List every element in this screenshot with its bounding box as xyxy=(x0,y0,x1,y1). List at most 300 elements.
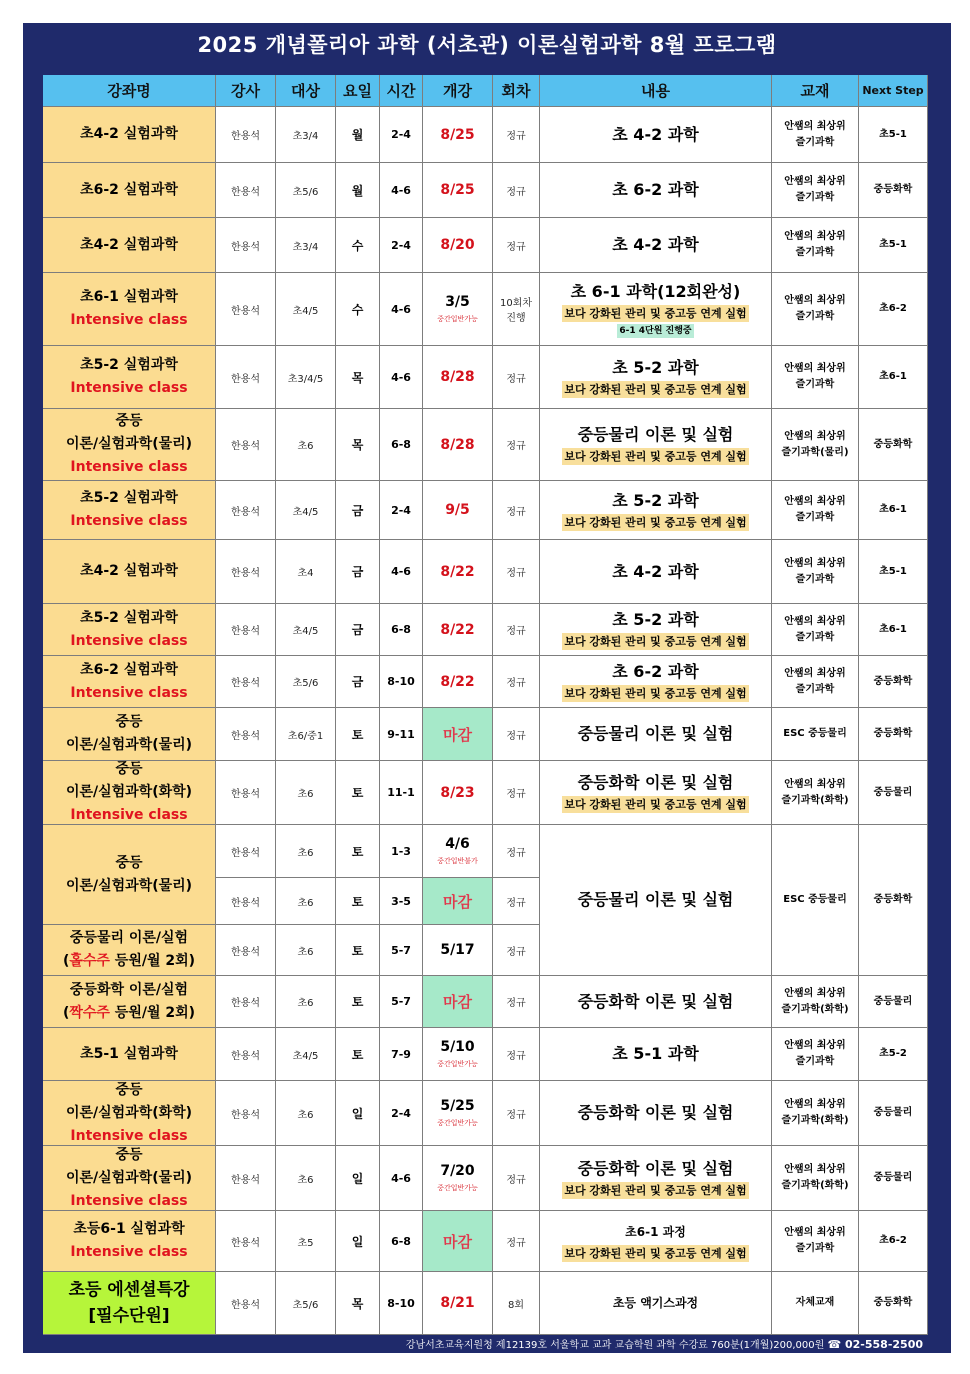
content: 중등화학 이론 및 실험 xyxy=(577,991,734,1011)
content-cell xyxy=(540,761,772,825)
target: 초6 xyxy=(297,1109,314,1121)
start-date: 8/25 xyxy=(440,182,475,198)
course-name-line1: 중등물리 이론/실험 xyxy=(69,930,189,946)
time: 5-7 xyxy=(391,995,411,1008)
textbook-line1: 안쌤의 최상위 xyxy=(784,1227,846,1238)
time-cell xyxy=(380,218,423,273)
course-name-line2: 이론/실험과학(물리) xyxy=(65,436,193,452)
teacher: 한용석 xyxy=(231,241,260,253)
teacher: 한용석 xyxy=(231,1174,260,1186)
content: 초 5-2 과학 xyxy=(612,357,699,377)
textbook-line2: 즐기과학(화학) xyxy=(781,1180,849,1191)
session: 정규 xyxy=(506,1109,526,1121)
start-date: 4/6 xyxy=(445,836,470,852)
time-cell xyxy=(380,708,423,761)
target-cell xyxy=(276,273,336,346)
next-step: 초5-1 xyxy=(879,128,907,140)
textbook-cell xyxy=(772,218,859,273)
start-date-cell xyxy=(423,346,493,409)
day: 일 xyxy=(351,1171,364,1186)
time-cell xyxy=(380,925,423,976)
next-step-cell xyxy=(859,409,928,481)
content: 초 5-2 과학 xyxy=(612,610,699,629)
session: 정규 xyxy=(506,1237,526,1249)
day: 토 xyxy=(351,943,364,958)
day: 수 xyxy=(351,302,364,317)
start-date: 8/25 xyxy=(440,126,475,143)
target: 초6 xyxy=(297,897,314,909)
intensive-label: Intensive class xyxy=(70,1127,188,1144)
teacher: 한용석 xyxy=(231,1050,260,1062)
textbook-line1: 안쌤의 최상위 xyxy=(784,496,846,507)
phone-number: ☎ 02-558-2500 xyxy=(827,1338,923,1351)
next-step-cell xyxy=(859,761,928,825)
teacher: 한용석 xyxy=(231,186,260,198)
teacher: 한용석 xyxy=(231,789,260,800)
time: 6-8 xyxy=(391,1234,411,1248)
target-cell xyxy=(276,604,336,656)
day: 금 xyxy=(351,503,364,518)
start-date-cell xyxy=(423,976,493,1028)
course-name-cell xyxy=(43,107,216,163)
target: 초4/5 xyxy=(292,305,319,317)
next-step-cell xyxy=(859,1272,928,1335)
intensive-label: Intensive class xyxy=(70,513,188,529)
teacher-cell xyxy=(216,656,276,708)
target-cell xyxy=(276,1272,336,1335)
target: 초6 xyxy=(297,847,314,859)
time: 5-7 xyxy=(391,943,411,957)
textbook-line1: 안쌤의 최상위 xyxy=(784,1164,846,1175)
week-type: 홀수주 xyxy=(69,953,110,969)
target-cell xyxy=(276,825,336,878)
textbook-line2: 즐기과학 xyxy=(795,136,835,148)
start-date-cell xyxy=(423,761,493,825)
teacher: 한용석 xyxy=(231,373,260,385)
session: 정규 xyxy=(506,897,526,909)
course-name-cell xyxy=(43,656,216,708)
time-cell xyxy=(380,346,423,409)
target: 초5 xyxy=(297,1237,314,1249)
course-name: 초5-2 실험과학 xyxy=(80,357,178,373)
day-cell xyxy=(336,1272,380,1335)
course-name-line2: 이론/실험과학(물리) xyxy=(65,877,193,894)
content-cell xyxy=(540,1081,772,1146)
textbook-line1: 안쌤의 최상위 xyxy=(784,1040,846,1051)
time-cell xyxy=(380,1028,423,1081)
next-step: 중등물리 xyxy=(873,786,913,798)
day: 일 xyxy=(351,1234,364,1249)
time: 3-5 xyxy=(391,894,411,908)
mid-entry-note: 중간입반가능 xyxy=(437,1184,478,1192)
start-date-cell xyxy=(423,1211,493,1272)
target-cell xyxy=(276,1211,336,1272)
content-sub: 보다 강화된 관리 및 중고등 연계 실험 xyxy=(564,515,747,529)
teacher-cell xyxy=(216,1146,276,1211)
textbook-line2: 즐기과학 xyxy=(795,379,835,390)
teacher: 한용석 xyxy=(231,897,260,909)
time-cell xyxy=(380,540,423,604)
textbook-line2: 즐기과학(화학) xyxy=(781,1115,849,1126)
course-name-line2: 이론/실험과학(물리) xyxy=(65,737,193,753)
course-name-cell xyxy=(43,481,216,540)
session-cell xyxy=(493,346,540,409)
textbook-line1: 안쌤의 최상위 xyxy=(784,987,846,999)
header-course-name: 강좌명 xyxy=(43,75,216,107)
start-date: 5/25 xyxy=(440,1098,475,1114)
next-step: 중등물리 xyxy=(873,1172,913,1183)
next-step: 초5-2 xyxy=(879,1048,907,1059)
session-cell xyxy=(493,540,540,604)
session: 정규 xyxy=(506,568,526,579)
start-date: 마감 xyxy=(443,993,472,1011)
textbook-cell xyxy=(772,540,859,604)
textbook-cell xyxy=(772,409,859,481)
day: 토 xyxy=(351,844,364,859)
course-name: 초5-2 실험과학 xyxy=(80,609,178,626)
session: 정규 xyxy=(506,789,526,800)
teacher-cell xyxy=(216,925,276,976)
session-cell xyxy=(493,656,540,708)
teacher: 한용석 xyxy=(231,678,260,689)
day: 토 xyxy=(351,1047,364,1062)
session-cell xyxy=(493,1211,540,1272)
start-date-cell xyxy=(423,925,493,976)
target-cell xyxy=(276,878,336,925)
textbook-line2: 즐기과학 xyxy=(795,192,835,203)
textbook-line1: 안쌤의 최상위 xyxy=(784,778,846,790)
course-name-cell xyxy=(43,218,216,273)
textbook-line1: 자체교재 xyxy=(795,1297,835,1308)
time: 7-9 xyxy=(391,1047,411,1061)
textbook-line2: 즐기과학 xyxy=(795,1056,835,1067)
content: 중등물리 이론 및 실험 xyxy=(577,425,734,444)
day: 토 xyxy=(351,786,364,800)
session-cell xyxy=(493,481,540,540)
time-cell xyxy=(380,107,423,163)
content-cell xyxy=(540,604,772,656)
textbook-line1: 안쌤의 최상위 xyxy=(784,615,846,627)
teacher: 한용석 xyxy=(231,568,260,579)
course-name-line1: 중등 xyxy=(115,854,143,871)
start-date-cell xyxy=(423,218,493,273)
next-step: 중등화학 xyxy=(873,675,913,687)
target: 초5/6 xyxy=(292,1299,319,1311)
next-step: 초5-1 xyxy=(879,565,907,577)
session: 8회 xyxy=(507,1299,525,1311)
start-date: 마감 xyxy=(443,1232,472,1251)
course-name-cell xyxy=(43,708,216,761)
day-cell xyxy=(336,107,380,163)
content-cell xyxy=(540,540,772,604)
textbook-line1: ESC 중등물리 xyxy=(783,728,847,739)
day-cell xyxy=(336,540,380,604)
time: 4-6 xyxy=(391,370,411,384)
time: 2-4 xyxy=(391,503,411,517)
textbook-cell xyxy=(772,1211,859,1272)
attend-note: 등원/월 2회) xyxy=(109,953,196,969)
time-cell xyxy=(380,1081,423,1146)
textbook-cell xyxy=(772,163,859,218)
teacher: 한용석 xyxy=(231,1237,260,1249)
course-name-line2 xyxy=(63,950,195,973)
session: 정규 xyxy=(506,373,526,385)
time-cell xyxy=(380,604,423,656)
content: 중등물리 이론 및 실험 xyxy=(577,890,734,909)
content-sub: 보다 강화된 관리 및 중고등 연계 실험 xyxy=(564,687,747,700)
mid-entry-note: 중간입반가능 xyxy=(437,1119,478,1127)
session-cell xyxy=(493,761,540,825)
footer-text: 강남서초교육지원청 제12139호 서울학교 교과 교습학원 과학 수강료 760분(1개월)200,000원 xyxy=(405,1340,825,1351)
course-name: 초등6-1 실험과학 xyxy=(73,1221,185,1237)
content: 초 5-2 과학 xyxy=(612,490,699,510)
start-date: 8/22 xyxy=(440,621,475,638)
content-cell xyxy=(540,976,772,1028)
course-name-line1: 중등화학 이론/실험 xyxy=(69,981,189,998)
start-date-cell xyxy=(423,107,493,163)
teacher-cell xyxy=(216,1028,276,1081)
session-cell xyxy=(493,976,540,1028)
textbook-line1: 안쌤의 최상위 xyxy=(784,557,846,569)
textbook-line2: 즐기과학(물리) xyxy=(781,446,849,458)
time-cell xyxy=(380,976,423,1028)
target-cell xyxy=(276,409,336,481)
mid-entry-note: 중간입반가능 xyxy=(437,1060,478,1068)
teacher-cell xyxy=(216,163,276,218)
session-cell xyxy=(493,409,540,481)
teacher: 한용석 xyxy=(231,441,260,452)
course-name-cell xyxy=(43,346,216,409)
next-step-cell xyxy=(859,1028,928,1081)
start-date: 9/5 xyxy=(445,502,470,518)
start-date-cell xyxy=(423,708,493,761)
time: 9-11 xyxy=(387,727,415,741)
time: 2-4 xyxy=(391,1106,411,1120)
content: 초 6-1 과학(12회완성) xyxy=(570,281,741,301)
textbook-cell xyxy=(772,1146,859,1211)
course-name-cell xyxy=(43,1272,216,1335)
target: 초4/5 xyxy=(292,506,319,518)
start-date: 8/28 xyxy=(440,436,475,453)
target-cell xyxy=(276,656,336,708)
course-name-line1: 중등 xyxy=(115,1081,143,1098)
session: 정규 xyxy=(506,186,526,198)
target-cell xyxy=(276,540,336,604)
day: 금 xyxy=(351,565,364,579)
intensive-label: Intensive class xyxy=(70,459,188,475)
teacher: 한용석 xyxy=(231,305,260,317)
course-name-line1: 중등 xyxy=(115,413,143,429)
course-name-line2: 이론/실험과학(화학) xyxy=(65,784,193,800)
next-step-cell xyxy=(859,346,928,409)
next-step: 중등화학 xyxy=(873,728,913,739)
target: 초3/4 xyxy=(292,131,319,142)
start-date-cell xyxy=(423,1028,493,1081)
course-name-cell xyxy=(43,761,216,825)
course-name-line1: 중등 xyxy=(115,1146,143,1163)
textbook-cell xyxy=(772,107,859,163)
target-cell xyxy=(276,925,336,976)
next-step-cell xyxy=(859,273,928,346)
course-name-cell xyxy=(43,1211,216,1272)
time: 4-6 xyxy=(391,302,411,316)
content: 초 4-2 과학 xyxy=(612,124,699,144)
day: 일 xyxy=(351,1106,364,1121)
session: 정규 xyxy=(506,626,526,637)
content-sub: 보다 강화된 관리 및 중고등 연계 실험 xyxy=(564,306,747,320)
teacher: 한용석 xyxy=(231,131,260,142)
teacher-cell xyxy=(216,825,276,878)
course-name-cell xyxy=(43,163,216,218)
day-cell xyxy=(336,1028,380,1081)
textbook-line2: 즐기과학(화학) xyxy=(781,1003,849,1015)
course-name-cell xyxy=(43,925,216,976)
textbook-line2: 즐기과학 xyxy=(795,512,835,523)
course-name: 초6-2 실험과학 xyxy=(80,661,178,678)
page-title: 2025 개념폴리아 과학 (서초관) 이론실험과학 8월 프로그램 xyxy=(197,33,777,57)
paren: ( xyxy=(62,1004,70,1021)
time: 8-10 xyxy=(387,675,415,688)
next-step-cell xyxy=(859,107,928,163)
day: 월 xyxy=(351,128,364,142)
start-date: 마감 xyxy=(443,892,472,911)
time: 11-1 xyxy=(387,786,415,799)
session-line1: 10회차 xyxy=(499,298,533,309)
textbook-line2: 즐기과학 xyxy=(795,311,835,322)
week-type: 짝수주 xyxy=(69,1004,110,1021)
next-step-cell xyxy=(859,825,928,976)
session: 정규 xyxy=(506,241,526,253)
teacher-cell xyxy=(216,1211,276,1272)
day: 목 xyxy=(351,1296,364,1311)
session: 정규 xyxy=(506,1050,526,1062)
time-cell xyxy=(380,878,423,925)
next-step-cell xyxy=(859,218,928,273)
intensive-label: Intensive class xyxy=(70,807,188,823)
day-cell xyxy=(336,976,380,1028)
next-step-cell xyxy=(859,163,928,218)
time: 4-6 xyxy=(391,183,411,197)
schedule-table xyxy=(43,75,951,1335)
course-name-cell xyxy=(43,409,216,481)
session: 정규 xyxy=(506,506,526,518)
content-cell xyxy=(540,273,772,346)
header-teacher: 강사 xyxy=(216,75,276,107)
next-step-cell xyxy=(859,656,928,708)
course-name-cell xyxy=(43,825,216,925)
textbook-line1: 안쌤의 최상위 xyxy=(784,231,846,242)
start-date-cell xyxy=(423,878,493,925)
course-name-cell xyxy=(43,273,216,346)
start-date: 8/21 xyxy=(440,1295,475,1311)
textbook-cell xyxy=(772,761,859,825)
day-cell xyxy=(336,1211,380,1272)
header-target: 대상 xyxy=(276,75,336,107)
teacher: 한용석 xyxy=(231,626,260,637)
day-cell xyxy=(336,925,380,976)
textbook-line1: 안쌤의 최상위 xyxy=(784,363,846,374)
textbook-cell xyxy=(772,825,859,976)
time-cell xyxy=(380,163,423,218)
intensive-label: Intensive class xyxy=(70,684,188,701)
time: 4-6 xyxy=(391,565,411,578)
content-cell xyxy=(540,107,772,163)
paren: ( xyxy=(62,953,70,969)
content: 초6-1 과정 xyxy=(625,1224,686,1239)
target: 초6 xyxy=(297,946,314,958)
start-date-cell xyxy=(423,1272,493,1335)
content-cell xyxy=(540,409,772,481)
next-step-cell xyxy=(859,1146,928,1211)
content-sub: 보다 강화된 관리 및 중고등 연계 실험 xyxy=(564,635,747,648)
header-day: 요일 xyxy=(336,75,380,107)
textbook-line2: 즐기과학 xyxy=(795,683,835,695)
session-cell xyxy=(493,878,540,925)
course-name-cell xyxy=(43,1028,216,1081)
target: 초6 xyxy=(297,441,314,452)
day-cell xyxy=(336,825,380,878)
textbook-line2: 즐기과학 xyxy=(795,631,835,643)
target-cell xyxy=(276,976,336,1028)
content-cell xyxy=(540,825,772,976)
teacher-cell xyxy=(216,604,276,656)
target: 초5/6 xyxy=(292,186,319,198)
time: 6-8 xyxy=(391,623,411,636)
day-cell xyxy=(336,346,380,409)
day: 목 xyxy=(351,438,364,452)
session-cell xyxy=(493,163,540,218)
textbook-line1: 안쌤의 최상위 xyxy=(784,176,846,187)
day: 금 xyxy=(351,623,364,637)
time: 2-4 xyxy=(391,238,411,252)
teacher-cell xyxy=(216,409,276,481)
start-date: 5/10 xyxy=(440,1039,475,1055)
time: 6-8 xyxy=(391,438,411,451)
day-cell xyxy=(336,761,380,825)
target-cell xyxy=(276,1081,336,1146)
schedule-sheet xyxy=(23,23,951,1353)
time-cell xyxy=(380,761,423,825)
teacher: 한용석 xyxy=(231,998,260,1009)
content: 초 4-2 과학 xyxy=(612,561,699,581)
course-name-line1: 초등 에센셜특강 xyxy=(68,1280,190,1300)
start-date: 8/23 xyxy=(440,784,475,801)
session: 정규 xyxy=(506,678,526,689)
target: 초6 xyxy=(297,789,314,800)
session-cell xyxy=(493,1146,540,1211)
start-date: 8/22 xyxy=(440,563,475,580)
next-step-cell xyxy=(859,976,928,1028)
start-date: 8/28 xyxy=(440,369,475,385)
course-name-line2: [필수단원] xyxy=(88,1306,170,1326)
day-cell xyxy=(336,273,380,346)
course-name: 초6-1 실험과학 xyxy=(80,289,178,305)
target: 초4 xyxy=(297,568,314,579)
target-cell xyxy=(276,708,336,761)
start-date: 7/20 xyxy=(440,1163,475,1179)
course-name: 초4-2 실험과학 xyxy=(80,563,178,579)
next-step: 초5-1 xyxy=(879,239,907,250)
start-date: 5/17 xyxy=(440,942,475,958)
start-date-cell xyxy=(423,1081,493,1146)
time-cell xyxy=(380,481,423,540)
session-cell xyxy=(493,107,540,163)
content: 중등화학 이론 및 실험 xyxy=(577,1103,734,1122)
session-cell xyxy=(493,708,540,761)
content-cell xyxy=(540,481,772,540)
target-cell xyxy=(276,1028,336,1081)
content-cell xyxy=(540,218,772,273)
